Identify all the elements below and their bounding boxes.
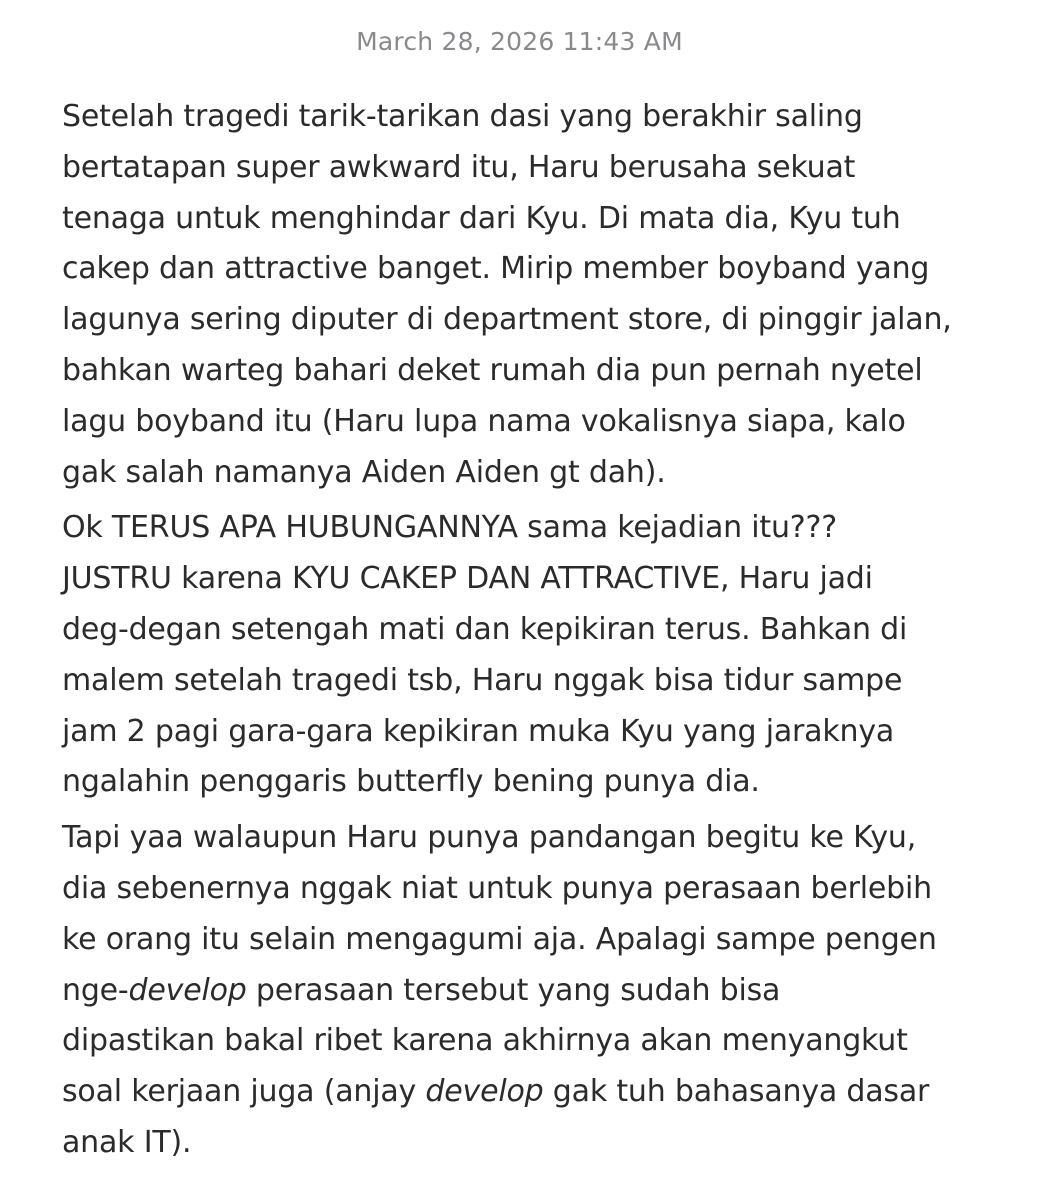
text-line-with-italic <box>62 966 992 1017</box>
text-line: gak salah namanya Aiden Aiden gt dah). <box>62 454 666 490</box>
text-line: tenaga untuk menghindar dari Kyu. Di mata dia, Kyu tuh <box>62 200 901 236</box>
text-line: ke orang itu selain mengagumi aja. Apalagi sampe pengen <box>62 921 937 957</box>
note-timestamp: March 28, 2026 11:43 AM <box>356 27 683 56</box>
paragraph-1 <box>62 92 992 498</box>
italic-word: develop <box>128 972 247 1008</box>
text-line: dia sebenernya nggak niat untuk punya perasaan berlebih <box>62 870 932 906</box>
line-text-segment: nge- <box>62 972 129 1008</box>
text-line: lagunya sering diputer di department store, di pinggir jalan, <box>62 302 952 338</box>
paragraph-2 <box>62 503 992 808</box>
text-line: JUSTRU karena KYU CAKEP DAN ATTRACTIVE, Haru jadi <box>62 561 873 597</box>
text-line: Tapi yaa walaupun Haru punya pandangan begitu ke Kyu, <box>62 820 917 856</box>
line-text-segment: gak tuh bahasanya dasar <box>543 1074 930 1110</box>
line-text-segment: perasaan tersebut yang sudah bisa <box>246 972 781 1008</box>
paragraph-3 <box>62 813 992 1169</box>
text-line: dipastikan bakal ribet karena akhirnya akan menyangkut <box>62 1023 908 1059</box>
text-line: lagu boyband itu (Haru lupa nama vokalisnya siapa, kalo <box>62 403 906 439</box>
text-line-with-italic <box>62 1067 992 1118</box>
text-line: Setelah tragedi tarik-tarikan dasi yang berakhir saling <box>62 99 863 134</box>
text-line: deg-degan setengah mati dan kepikiran terus. Bahkan di <box>62 611 908 647</box>
line-text-segment: soal kerjaan juga (anjay <box>62 1074 426 1110</box>
note-body[interactable] <box>62 92 992 1169</box>
text-line: cakep dan attractive banget. Mirip member boyband yang <box>62 251 930 287</box>
text-line: bahkan warteg bahari deket rumah dia pun pernah nyetel <box>62 352 923 388</box>
text-line: malem setelah tragedi tsb, Haru nggak bisa tidur sampe <box>62 662 903 698</box>
text-line: Ok TERUS APA HUBUNGANNYA sama kejadian itu??? <box>62 510 837 546</box>
text-line: bertatapan super awkward itu, Haru berusaha sekuat <box>62 149 856 185</box>
italic-word: develop <box>425 1074 544 1110</box>
text-line: jam 2 pagi gara-gara kepikiran muka Kyu yang jaraknya <box>62 713 895 749</box>
text-line: ngalahin penggaris butterfly bening punya dia. <box>62 764 760 800</box>
text-line: anak IT). <box>62 1124 192 1160</box>
